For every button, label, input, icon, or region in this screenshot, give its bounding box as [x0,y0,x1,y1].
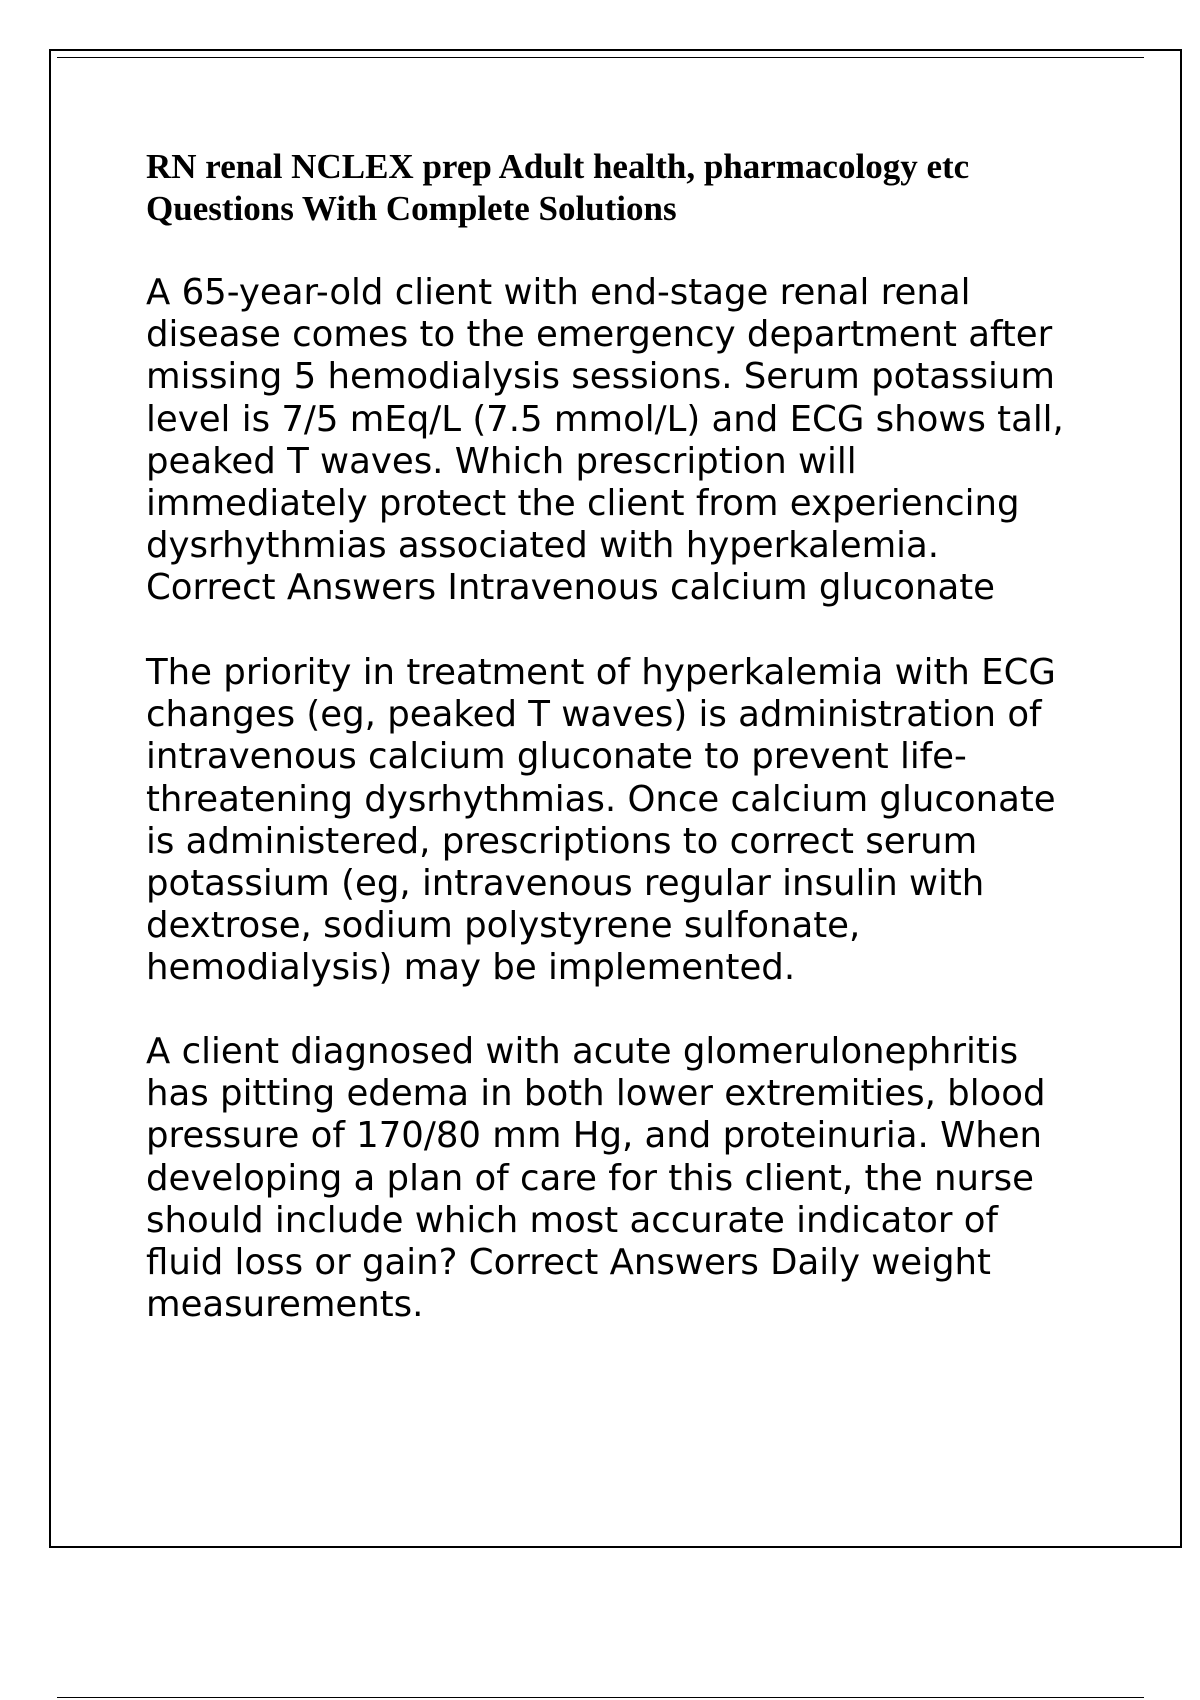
question-paragraph-1: A 65-year-old client with end-stage renal renal disease comes to the emergency department after missing 5 hemodialysis sessions. Serum potassium level is 7/5 mEq/L (7.5 mmol/L) and ECG shows tall, peaked T waves. Which prescription will immediately protect the client from experiencing dysrhythmias associated with hyperkalemia. Correct Answers Intravenous calcium gluconate [146,272,1064,609]
rationale-paragraph: The priority in treatment of hyperkalemia with ECG changes (eg, peaked T waves) is administration of intravenous calcium gluconate to prevent life- threatening dysrhythmias. Once calcium gluconate is administered, prescriptions to correct serum potassium (eg, intravenous regular insulin with dextrose, sodium polystyrene sulfonate, hemodialysis) may be implemented. [146,652,1056,989]
top-rule-divider [57,57,1144,58]
bottom-rule-divider [57,1697,1144,1698]
title-line-2: Questions With Complete Solutions [146,189,677,228]
question-paragraph-2: A client diagnosed with acute glomerulonephritis has pitting edema in both lower extremities, blood pressure of 170/80 mm Hg, and proteinuria. When developing a plan of care for this client, the nurse should include which most accurate indicator of fluid loss or gain? Correct Answers Daily weight measurements. [146,1031,1046,1326]
document-title [146,146,1106,230]
title-line-1: RN renal NCLEX prep Adult health, pharmacology etc [146,147,970,186]
document-content [146,146,1106,1326]
